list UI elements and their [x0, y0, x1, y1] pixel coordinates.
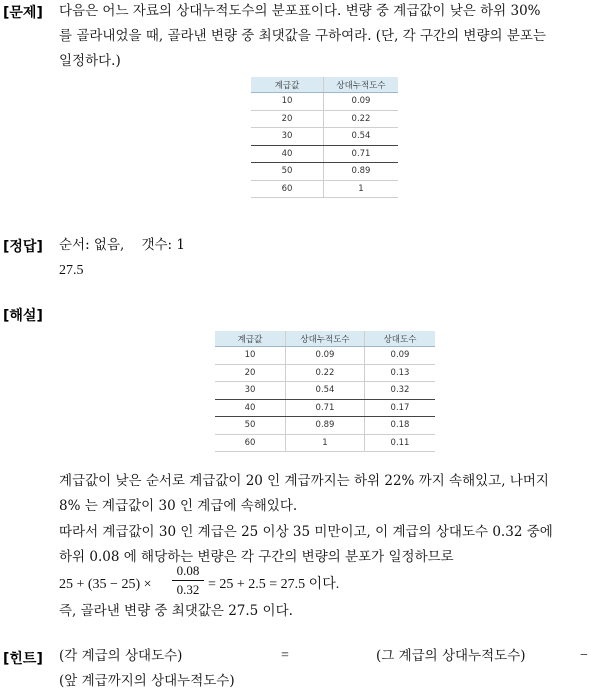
table-row: [251, 128, 398, 146]
table-cell: 0.13: [365, 364, 436, 382]
table-row: [215, 347, 435, 365]
hint-label: [힌트]: [3, 651, 43, 667]
solution-line-2: 8% 는 계급값이 30 인 계급에 속해있다.: [59, 498, 298, 514]
solution-frequency-table: [215, 331, 435, 452]
table-header: 상대도수: [365, 331, 436, 347]
table-cell: 0.32: [365, 382, 436, 400]
table-cell: 0.09: [286, 347, 365, 365]
hint-equals: =: [281, 648, 289, 663]
problem-line-3: 일정하다.): [59, 53, 121, 69]
table-cell: 0.18: [365, 417, 436, 435]
formula-fraction: [172, 563, 204, 598]
answer-line-2: 27.5: [59, 263, 84, 278]
table-cell: 1: [286, 434, 365, 452]
table-cell: 20: [215, 364, 286, 382]
table-cell: 0.89: [286, 417, 365, 435]
fraction-numerator: 0.08: [176, 563, 200, 578]
table-row: [215, 364, 435, 382]
table-row: [251, 145, 398, 163]
table-cell: 0.09: [365, 347, 436, 365]
table-row: [251, 110, 398, 128]
table-header: 상대누적도수: [286, 331, 365, 347]
table-row: [215, 434, 435, 452]
problem-frequency-table: [251, 77, 398, 198]
hint-part-2: (그 계급의 상대누적도수): [376, 648, 526, 664]
solution-line-1: 계급값이 낮은 순서로 계급값이 20 인 계급까지는 하위 22% 까지 속해있고, 나머지: [59, 473, 549, 489]
table-cell: 0.17: [365, 399, 436, 417]
formula-right: = 25 + 2.5 = 27.5 이다.: [208, 577, 340, 592]
table-header: 상대누적도수: [324, 77, 399, 93]
table-cell: 40: [251, 145, 324, 163]
table-cell: 0.22: [286, 364, 365, 382]
solution-line-3: 따라서 계급값이 30 인 계급은 25 이상 35 미만이고, 이 계급의 상대도수 0.32 중에: [59, 524, 553, 540]
table-cell: 50: [215, 417, 286, 435]
table-cell: 0.22: [324, 110, 399, 128]
hint-part-3: (앞 계급까지의 상대누적도수): [59, 673, 235, 689]
fraction-bar: [172, 580, 204, 581]
table-cell: 30: [251, 128, 324, 146]
table-cell: 60: [251, 180, 324, 198]
solution-line-4: 하위 0.08 에 해당하는 변량은 각 구간의 변량의 분포가 일정하므로: [59, 549, 454, 565]
table-cell: 30: [215, 382, 286, 400]
table-row: [251, 180, 398, 198]
table-header: 계급값: [251, 77, 324, 93]
table-header: 계급값: [215, 331, 286, 347]
answer-line-1: 순서: 없음, 갯수: 1: [59, 237, 185, 253]
answer-label: [정답]: [3, 239, 43, 255]
problem-line-1: 다음은 어느 자료의 상대누적도수의 분포표이다. 변량 중 계급값이 낮은 하위 30%: [59, 3, 541, 19]
table-row: [215, 382, 435, 400]
table-cell: 40: [215, 399, 286, 417]
table-row: [251, 163, 398, 181]
problem-label: [문제]: [3, 5, 43, 21]
table-cell: 0.71: [324, 145, 399, 163]
table-cell: 0.89: [324, 163, 399, 181]
table-row: [251, 93, 398, 111]
solution-label: [해설]: [3, 308, 43, 324]
table-cell: 10: [215, 347, 286, 365]
table-cell: 1: [324, 180, 399, 198]
table-cell: 10: [251, 93, 324, 111]
table-cell: 0.09: [324, 93, 399, 111]
table-cell: 0.11: [365, 434, 436, 452]
table-row: [215, 417, 435, 435]
hint-minus: −: [580, 648, 588, 663]
hint-part-1: (각 계급의 상대도수): [59, 648, 183, 664]
table-cell: 0.54: [286, 382, 365, 400]
table-cell: 20: [251, 110, 324, 128]
table-cell: 60: [215, 434, 286, 452]
table-cell: 50: [251, 163, 324, 181]
table-cell: 0.54: [324, 128, 399, 146]
table-row: [215, 399, 435, 417]
fraction-denominator: 0.32: [176, 582, 200, 597]
table-cell: 0.71: [286, 399, 365, 417]
problem-line-2: 를 골라내었을 때, 골라낸 변량 중 최댓값을 구하여라. (단, 각 구간의 변량의 분포는: [59, 28, 546, 44]
solution-conclusion: 즉, 골라낸 변량 중 최댓값은 27.5 이다.: [59, 603, 293, 619]
formula-left: 25 + (35 − 25) ×: [59, 577, 152, 592]
